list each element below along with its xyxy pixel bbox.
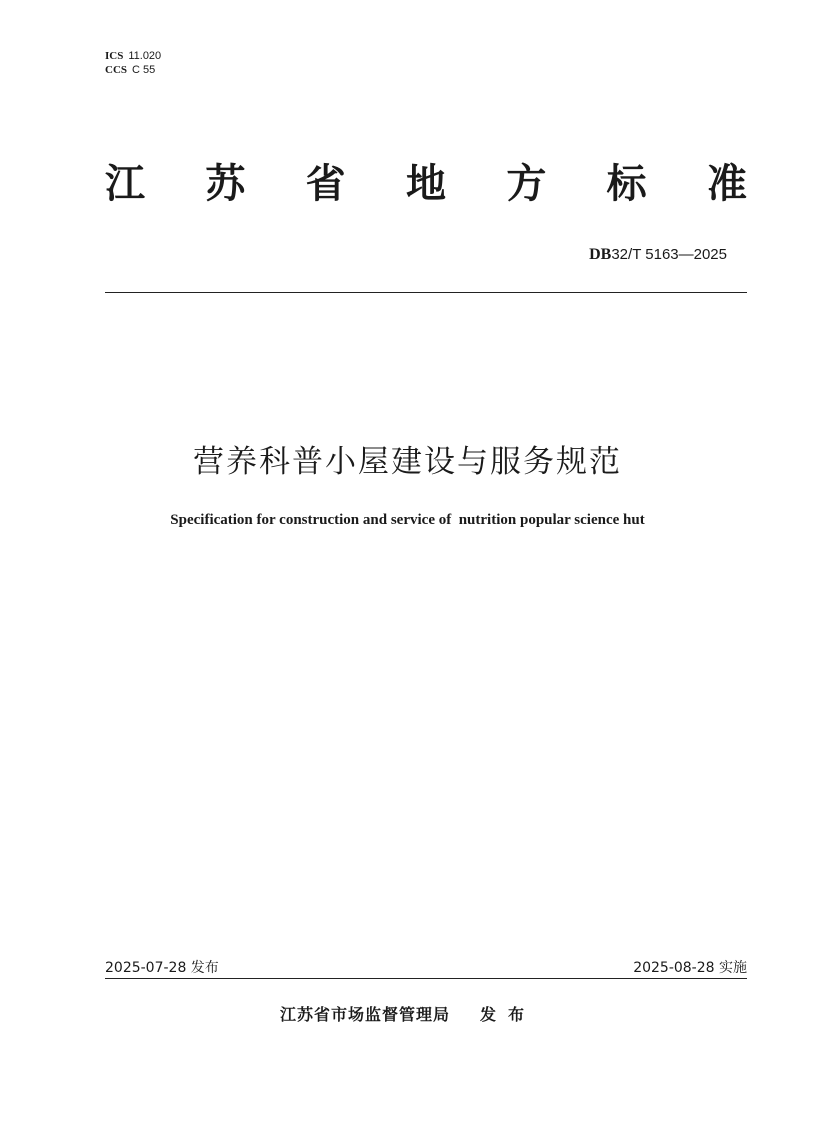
issue-date: 2025-07-28 发布 [105, 960, 219, 976]
implementation-date: 2025-08-28 实施 [633, 960, 747, 976]
standard-type-char: 准 [706, 161, 747, 207]
footer-divider [105, 978, 747, 979]
title-english: Specification for construction and service of nutrition popular science hut [170, 512, 645, 528]
standard-number-prefix: DB [589, 246, 612, 263]
publisher-action: 发布 [480, 1005, 537, 1024]
header-divider [105, 292, 747, 293]
standard-type-char: 地 [405, 161, 446, 207]
standard-type-char: 江 [105, 161, 145, 207]
ccs-code [105, 63, 161, 77]
standard-type-char: 方 [506, 161, 547, 207]
ics-value: 11.020 [128, 50, 162, 62]
classification-codes [105, 49, 161, 77]
standard-type-char: 标 [606, 161, 647, 207]
publisher-line [280, 1002, 536, 1025]
standard-type-char: 省 [305, 161, 346, 207]
ccs-label: CCS [105, 64, 128, 76]
ccs-value: C 55 [132, 64, 156, 76]
standard-number [589, 246, 727, 264]
standard-number-value: 32/T 5163—2025 [611, 246, 727, 263]
title-chinese: 营养科普小屋建设与服务规范 [193, 444, 622, 480]
standard-type-char: 苏 [205, 161, 246, 207]
standard-type-heading [105, 160, 747, 208]
ics-code [105, 49, 161, 63]
publisher-name: 江苏省市场监督管理局 [280, 1005, 451, 1024]
ics-label: ICS [105, 50, 124, 62]
